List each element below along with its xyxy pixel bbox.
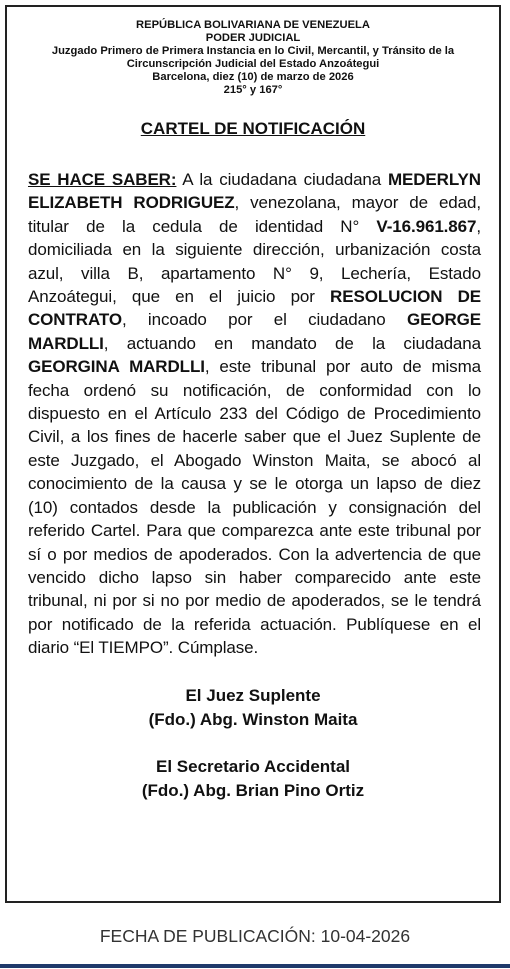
header-court-name: Juzgado Primero de Primera Instancia en lo Civil, Mercantil, y Tránsito de la (51, 45, 455, 57)
body-text-5: , actuando en mandato de la ciudadana (103, 333, 481, 353)
secretary-title: El Secretario Accidental (155, 756, 350, 776)
body-text-2: , venezolana, mayor de edad, titular de la cedula de identidad N° (28, 193, 481, 236)
publication-date: FECHA DE PUBLICACIÓN: 10-04-2026 (99, 926, 411, 946)
judge-name: (Fdo.) Abg. Winston Maita (148, 709, 358, 729)
header-years: 215° y 167° (223, 84, 283, 96)
body-lead: SE HACE SABER: (28, 170, 177, 189)
secretary-signature-block (7, 755, 499, 803)
judge-title: El Juez Suplente (185, 685, 321, 705)
court-header (7, 19, 499, 97)
notice-title: CARTEL DE NOTIFICACIÓN (140, 119, 366, 138)
secretary-name: (Fdo.) Abg. Brian Pino Ortiz (141, 780, 365, 800)
case-type: RESOLUCION DE CONTRATO (28, 287, 481, 330)
notice-body (28, 168, 481, 660)
header-jurisdiction: Circunscripción Judicial del Estado Anzoátegui (126, 58, 380, 70)
judge-signature-block (7, 684, 499, 732)
plaintiff-name: GEORGE MARDLLI (28, 310, 481, 353)
body-text-4: , incoado por el ciudadano (121, 310, 407, 330)
id-number: V-16.961.867 (376, 216, 477, 236)
header-judicial-power: PODER JUDICIAL (205, 32, 301, 44)
footer-rule (0, 964, 510, 968)
principal-name: GEORGINA MARDLLI (28, 357, 205, 377)
notice-box (5, 5, 501, 903)
notified-party-name: MEDERLYN ELIZABETH RODRIGUEZ (28, 170, 481, 213)
body-text-6: , este tribunal por auto de misma fecha ordenó su notificación, de conformidad con lo dispuesto en el Artículo 233 del Código de Procedimiento Civil, a los fines de hacerle saber que el Juez Suplente de este Juzgado, el Abogado Winston Maita, se abocó al conocimiento de la causa y se le otorga un lapso de diez (10) contados desde la publicación y consignación del referido Cartel. Para que comparezca ante este tribunal por sí o por medios de apoderados. Con la advertencia de que vencido dicho lapso sin haber comparecido ante este tribunal, ni por si no por medio de apoderados, se le tendrá por notificado de la referida actuación. Publíquese en el diario “El TIEMPO”. Cúmplase. (28, 357, 481, 658)
body-text-1: A la ciudadana ciudadana (176, 170, 388, 189)
header-republic: REPÚBLICA BOLIVARIANA DE VENEZUELA (136, 19, 370, 31)
header-date: Barcelona, diez (10) de marzo de 2026 (152, 71, 354, 83)
body-text-3: , domiciliada en la siguiente dirección, urbanización costa azul, villa B, apartamento N° 9, Lechería, Estado Anzoátegui, que en el juicio por (28, 216, 481, 307)
